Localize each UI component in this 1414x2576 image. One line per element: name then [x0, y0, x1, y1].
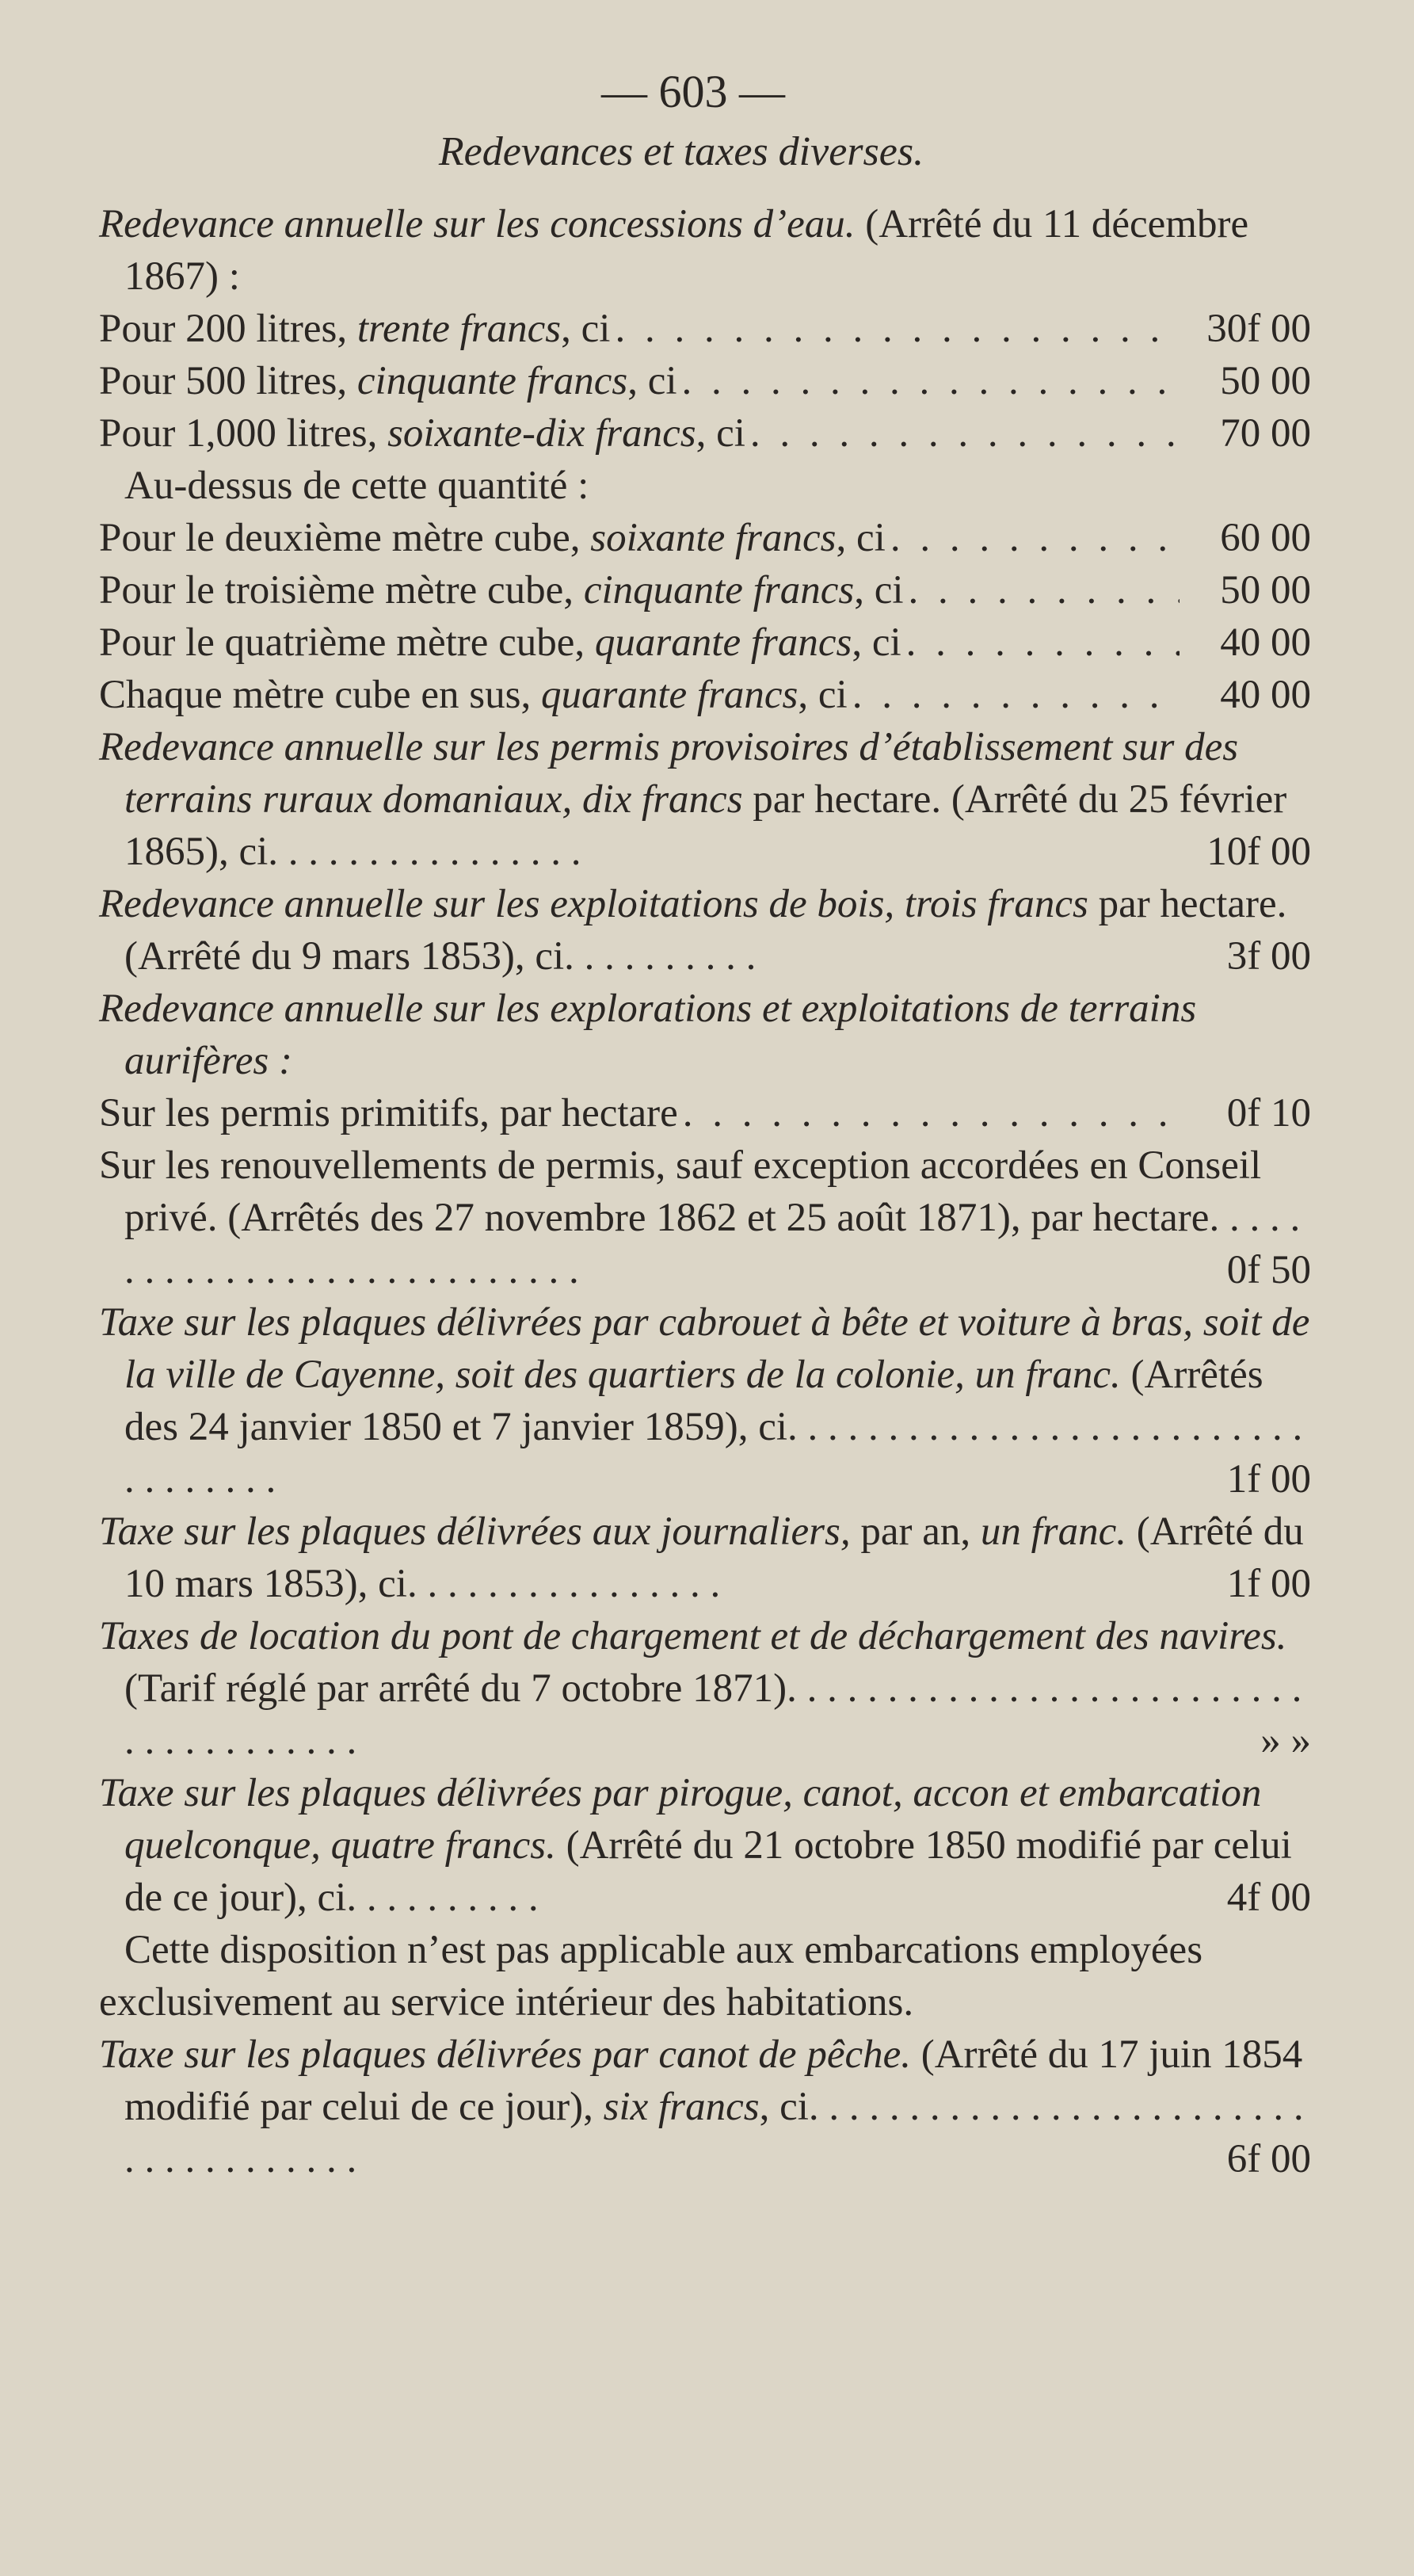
item-italic: Taxe sur les plaques délivrées aux journaliers, — [99, 1509, 851, 1554]
dot-leader — [906, 616, 1180, 669]
entry-eau-1000 — [99, 407, 1311, 460]
item-permis — [99, 721, 1311, 878]
entry-chaque-metre — [99, 669, 1311, 721]
dot-leader — [890, 512, 1180, 564]
entry-suffix: , ci — [798, 673, 848, 717]
entry-amount: 0f 50 — [1226, 1248, 1311, 1292]
dot-leader: . . . . . . . . . . . . . . . . . . . . . . . . . . . . . . . . . . . . . — [124, 2085, 1304, 2181]
item-amount: 4f 00 — [1226, 1876, 1311, 1920]
entry-eau-200 — [99, 303, 1311, 355]
entry-prefix: Chaque mètre cube en sus, — [99, 673, 541, 717]
dot-leader: . . . . . . . . . . . . . . . . — [268, 830, 581, 874]
entry-label: Sur les permis primitifs, par hectare — [99, 1091, 678, 1135]
entry-troisieme-metre — [99, 564, 1311, 616]
dot-leader — [852, 669, 1180, 721]
entry-amount: 40 00 — [1220, 673, 1311, 717]
item-rest: , ci — [759, 2085, 809, 2129]
entry-deuxieme-metre — [99, 512, 1311, 564]
entry-italic: cinquante francs — [356, 359, 628, 403]
dot-leader: . . . . . . . . . . — [346, 1876, 539, 1920]
entry-prefix: Pour le troisième mètre cube, — [99, 568, 584, 613]
item-italic: Redevance annuelle sur les permis provisoires d’établissement sur des terrains ruraux domaniaux, dix francs — [99, 725, 1239, 822]
item-italic: Taxe sur les plaques délivrées par cabrouet à bête et voiture à bras, soit de la ville de Cayenne, soit des quartiers de la colonie, un franc. — [99, 1300, 1310, 1397]
entry-italic: trente francs — [356, 307, 562, 351]
item-pirogue-note: Cette disposition n’est pas applicable aux embarcations employées exclusivement au service intérieur des habitations. — [99, 1928, 1203, 2025]
item-italic: Taxe sur les plaques délivrées par canot de pêche. — [99, 2032, 911, 2077]
entry-label — [99, 564, 904, 616]
item-amount: 6f 00 — [1226, 2137, 1311, 2181]
item-auriferes-heading: Redevance annuelle sur les explorations et exploitations de terrains aurifères : — [99, 987, 1197, 1083]
item-heading-rest: (Arrêté du 11 décembre 1867) : — [124, 202, 1249, 299]
item-amount: » » — [1260, 1719, 1311, 1763]
dot-leader — [682, 355, 1180, 407]
item-pirogue — [99, 1767, 1311, 1924]
entry-amount: 70 00 — [1220, 411, 1311, 456]
entry-suffix: , ci — [696, 411, 745, 456]
dot-leader — [909, 564, 1180, 616]
item-amount: 3f 00 — [1226, 934, 1311, 979]
entry-amount: 40 00 — [1220, 620, 1311, 665]
dot-leader — [615, 303, 1180, 355]
entry-prefix: Pour 200 litres, — [99, 307, 357, 351]
item-italic: Redevance annuelle sur les exploitations de bois, trois francs — [99, 882, 1088, 926]
subheading-au-dessus: Au-dessus de cette quantité : — [124, 464, 589, 508]
item-cabrouet — [99, 1296, 1311, 1506]
dot-leader — [683, 1087, 1180, 1139]
entry-amount: 50 00 — [1220, 568, 1311, 613]
item-mid: (Arrêté du 17 juin 1854 modifié par celui de ce jour), — [124, 2032, 1303, 2129]
item-italic-2: un franc. — [980, 1509, 1127, 1554]
entry-suffix: , ci — [627, 359, 677, 403]
item-amount: 1f 00 — [1226, 1562, 1311, 1606]
entry-quatrieme-metre — [99, 616, 1311, 669]
entry-label — [99, 669, 848, 721]
item-pont — [99, 1610, 1311, 1767]
item-rest: (Tarif réglé par arrêté du 7 octobre 1871) — [124, 1666, 787, 1711]
dot-leader: . . . . . . . . . . . . . . . . — [406, 1562, 721, 1606]
dot-leader: . . . . . . . . . . — [564, 934, 757, 979]
entry-renouvellements — [99, 1139, 1311, 1296]
entry-label — [99, 303, 610, 355]
entry-prefix: Pour le deuxième mètre cube, — [99, 516, 591, 560]
page-number: — 603 — — [601, 66, 785, 117]
item-heading-italic: Redevance annuelle sur les concessions d’eau. — [99, 202, 856, 246]
item-rest: par hectare. (Arrêté du 9 mars 1853), ci — [124, 882, 1287, 979]
item-italic: Taxe sur les plaques délivrées par pirogue, canot, accon et embarcation quelconque, quatre francs. — [99, 1771, 1262, 1868]
item-eau-heading — [99, 198, 1311, 303]
item-journaliers — [99, 1506, 1311, 1610]
entry-italic: quarante francs — [594, 620, 852, 665]
entry-permis-primitifs — [99, 1087, 1311, 1139]
entry-italic: quarante francs — [541, 673, 798, 717]
entry-suffix: , ci — [561, 307, 611, 351]
entry-prefix: Pour 500 litres, — [99, 359, 357, 403]
item-rest: (Arrêté du 21 octobre 1850 modifié par celui de ce jour), ci — [124, 1823, 1292, 1920]
entry-italic: cinquante francs — [583, 568, 855, 613]
entry-suffix: , ci — [836, 516, 886, 560]
item-rest: par hectare. (Arrêté du 25 février 1865), ci — [124, 777, 1287, 874]
entry-amount: 30f 00 — [1206, 307, 1311, 351]
entry-italic: soixante francs — [590, 516, 837, 560]
entry-amount: 50 00 — [1220, 359, 1311, 403]
dot-leader: . . . . . . . . . . . . . . . . . . . . . . . . . . . . — [124, 1196, 1301, 1292]
dot-leader: . . . . . . . . . . . . . . . . . . . . . . . . . . . . . . . . . . . . . . — [124, 1666, 1302, 1763]
item-italic: Taxes de location du pont de chargement et de déchargement des navires. — [99, 1614, 1287, 1658]
section-title: Redevances et taxes diverses. — [438, 129, 924, 174]
dot-leader — [750, 407, 1180, 460]
entry-prefix: Pour 1,000 litres, — [99, 411, 388, 456]
entry-suffix: , ci — [852, 620, 901, 665]
entry-label — [99, 512, 886, 564]
entry-label — [99, 407, 745, 460]
item-bois — [99, 878, 1311, 983]
text-block — [99, 63, 1311, 2185]
entry-prefix: Pour le quatrième mètre cube, — [99, 620, 595, 665]
entry-eau-500 — [99, 355, 1311, 407]
entry-amount: 0f 10 — [1226, 1091, 1311, 1135]
entry-italic: soixante-dix francs — [387, 411, 696, 456]
item-peche — [99, 2028, 1311, 2185]
item-amount: 1f 00 — [1226, 1457, 1311, 1502]
item-rest: (Arrêté du 10 mars 1853), ci — [124, 1509, 1304, 1606]
item-mid: par an, — [850, 1509, 981, 1554]
item-italic-2: six francs — [603, 2085, 760, 2129]
entry-label — [99, 616, 901, 669]
entry-suffix: , ci — [854, 568, 904, 613]
item-amount: 10f 00 — [1206, 830, 1311, 874]
item-rest: (Arrêtés des 24 janvier 1850 et 7 janvier 1859), ci — [124, 1353, 1263, 1449]
entry-label: Sur les renouvellements de permis, sauf exception accordées en Conseil privé. (Arrêtés des 27 novembre 1862 et 25 août 1871), par hectare — [99, 1143, 1262, 1240]
entry-label — [99, 355, 677, 407]
dot-leader: . . . . . . . . . . . . . . . . . . . . . . . . . . . . . . . . . . — [124, 1405, 1303, 1502]
entry-amount: 60 00 — [1220, 516, 1311, 560]
